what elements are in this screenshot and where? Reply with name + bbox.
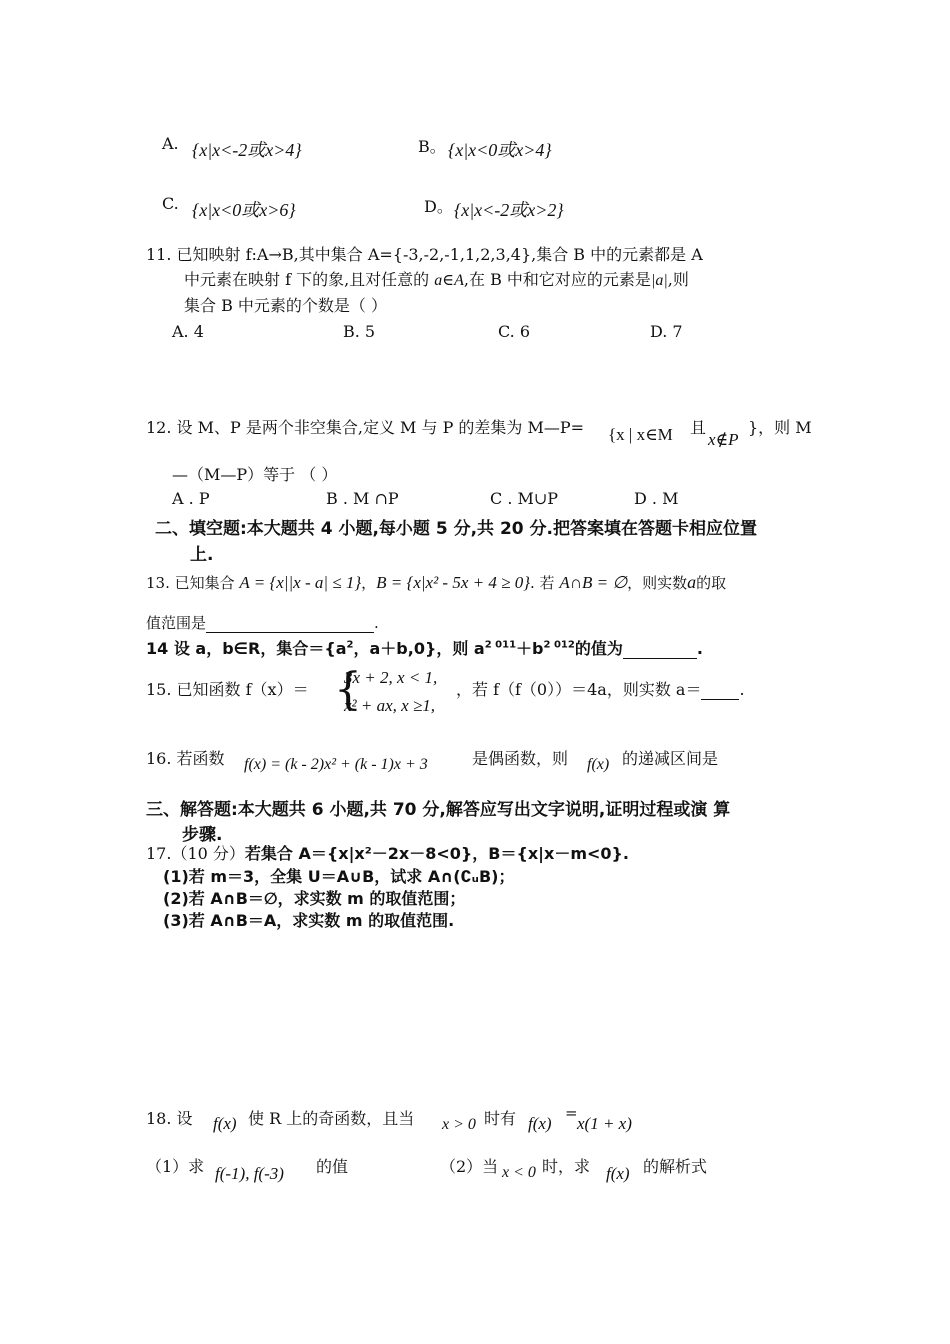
q14-line <box>146 636 703 659</box>
q14-sup-1: 2 <box>346 639 354 651</box>
q18-fx-2: f(x) <box>528 1114 552 1133</box>
q13-post: ，则实数 <box>627 574 688 592</box>
q14-text-e: . <box>696 639 703 658</box>
q14-sup-3: 2 012 <box>543 639 575 651</box>
q13-comma: ， <box>361 574 377 592</box>
q11-option-d: D. 7 <box>650 322 683 341</box>
q17-header <box>146 841 629 864</box>
q12-line1-end: }，则 M <box>748 418 812 437</box>
q11-line1: 11. 已知映射 f:A→B,其中集合 A={-3,-2,-1,1,2,3,4},集合 B 中的元素都是 A <box>146 245 703 264</box>
q13-set-b: B = {x|x² - 5x + 4 ≥ 0} <box>376 573 530 592</box>
q16-function: f(x) = (k - 2)x² + (k - 1)x + 3 <box>244 756 428 773</box>
q18-part-2-post: 的解析式 <box>643 1157 708 1176</box>
q10-option-c-label: C. <box>162 194 179 213</box>
q10-option-b-math: {x|x<0或x>4} <box>448 140 552 160</box>
q10-option-a <box>162 134 179 153</box>
q11-line2-text-a: 中元素在映射 f 下的象,且对任意的 <box>184 270 430 289</box>
q14-text-d: 的值为 <box>574 639 623 658</box>
q15-case-2: x² + ax, x ≥1, <box>344 696 436 715</box>
q10-option-d-math: {x|x<-2或x>2} <box>454 200 564 220</box>
q14-text-a: 14 设 a，b∈R，集合＝{a <box>146 639 347 658</box>
q10-option-d <box>424 194 453 217</box>
q18-part-1-math: f(-1), f(-3) <box>215 1164 284 1183</box>
q11-line2 <box>184 268 689 293</box>
q12-math-x-in-M: {x | x∈M <box>608 425 673 444</box>
q12-option-d: D . M <box>634 489 679 508</box>
q11-option-b: B. 5 <box>343 322 376 341</box>
q10-option-c <box>162 194 179 213</box>
q15-end: . <box>739 680 745 699</box>
q16-post: 的递减区间是 <box>622 749 719 768</box>
section3-title-line2: 步骤. <box>182 825 223 845</box>
q15-pre: 15. 已知函数 f（x）＝ <box>146 680 309 699</box>
q15-case-1: 3x + 2, x < 1, <box>344 668 438 687</box>
q17-part-3: (3)若 A∩B＝A，求实数 m 的取值范围. <box>163 911 455 930</box>
q16-mid: 是偶函数，则 <box>472 749 569 768</box>
q13-line2-text: 值范围是 <box>146 614 207 632</box>
q18-rhs: x(1 + x) <box>577 1114 632 1133</box>
q11-line2-text-b: ,在 B 中和它对应的元素是 <box>463 270 651 289</box>
q12-option-a: A . P <box>172 489 210 508</box>
section2-title-line1: 二、填空题:本大题共 4 小题,每小题 5 分,共 20 分.把答案填在答题卡相应位置 <box>155 519 757 539</box>
q18-part-1-pre: （1）求 <box>146 1157 205 1176</box>
q17-part-2: (2)若 A∩B＝∅，求实数 m 的取值范围； <box>163 889 466 908</box>
q11-line3: 集合 B 中元素的个数是（ ） <box>184 296 388 315</box>
section2-title-line2: 上. <box>190 545 214 565</box>
q10-option-b <box>418 134 446 157</box>
q18-pre: 18. 设 <box>146 1109 193 1128</box>
section3-title-line1 <box>146 795 730 820</box>
q15-piecewise-brace: { <box>334 664 362 715</box>
q17-part-1: (1)若 m＝3，全集 U＝A∪B，试求 A∩(∁ᵤB)； <box>163 867 515 886</box>
q14-sup-2: 2 011 <box>484 639 517 651</box>
q18-part-2-math: x < 0 <box>502 1164 536 1181</box>
q14-answer-blank[interactable] <box>623 642 697 659</box>
q12-math-x-not-in-P: x∉P <box>708 430 739 449</box>
q18-part-2-pre: （2）当 <box>440 1157 499 1176</box>
q18-mid-1: 使 R 上的奇函数，且当 <box>248 1109 415 1128</box>
q15-post-text: ，若 f（f（0））＝4a，则实数 a＝ <box>456 680 702 699</box>
q12-set-builder <box>608 425 673 445</box>
q17-statement: 若集合 A＝{x|x²－2x－8<0}，B＝{x|x－m<0}. <box>244 844 630 863</box>
q12-option-c: C . M∪P <box>490 489 559 508</box>
q10-option-a-label: A. <box>162 134 179 153</box>
q14-text-b: ，a＋b,0}，则 a <box>353 639 485 658</box>
q10-option-b-label: B。 <box>418 137 446 156</box>
q11-option-c: C. 6 <box>498 322 531 341</box>
q12-and-word: 且 <box>690 418 707 437</box>
q18-equals: = <box>565 1104 578 1122</box>
q11-math-a-in-A: a∈A <box>434 272 464 289</box>
q13-line2 <box>146 612 379 633</box>
q13-condition: A∩B = ∅ <box>559 573 628 592</box>
q11-math-abs-a: |a| <box>650 272 668 289</box>
q13-set-a: A = {x||x - a| ≤ 1} <box>239 573 362 592</box>
q18-part-1-post: 的值 <box>316 1157 349 1176</box>
q13-answer-blank[interactable] <box>206 614 374 633</box>
q12-option-b: B . M ∩P <box>326 489 399 508</box>
section3-title-text: 三、解答题:本大题共 6 小题,共 70 分,解答应写出文字说明,证明过程或演 算 <box>146 800 731 820</box>
q18-part-2-fx: f(x) <box>606 1164 630 1183</box>
q13-pre: 13. 已知集合 <box>146 574 235 592</box>
q10-option-d-label: D。 <box>424 197 453 216</box>
q18-fx-1: f(x) <box>213 1114 237 1133</box>
q13-var-a: a <box>687 572 697 592</box>
q14-text-c: ＋b <box>516 639 544 658</box>
q16-pre: 16. 若函数 <box>146 749 225 768</box>
q13-period: . <box>374 614 379 632</box>
q15-post <box>456 677 745 700</box>
q12-line2: —（M—P）等于 （ ） <box>172 465 338 484</box>
q16-fx: f(x) <box>587 756 610 773</box>
q15-answer-blank[interactable] <box>701 681 739 700</box>
q18-condition: x > 0 <box>442 1116 476 1133</box>
q11-line2-text-c: ,则 <box>667 270 689 289</box>
q10-option-a-math: {x|x<-2或x>4} <box>192 140 302 160</box>
q11-option-a: A. 4 <box>172 322 204 341</box>
q13-end: 的取 <box>696 574 727 592</box>
q17-points: 17.（10 分） <box>146 844 245 863</box>
q18-mid-2: 时有 <box>484 1109 517 1128</box>
q18-part-2-mid: 时，求 <box>542 1157 591 1176</box>
q13-mid: . 若 <box>530 574 555 592</box>
q13-line1 <box>146 572 726 593</box>
q10-option-c-math: {x|x<0或x>6} <box>192 200 296 220</box>
q12-line1-text: 12. 设 M、P 是两个非空集合,定义 M 与 P 的差集为 M—P= <box>146 418 585 437</box>
